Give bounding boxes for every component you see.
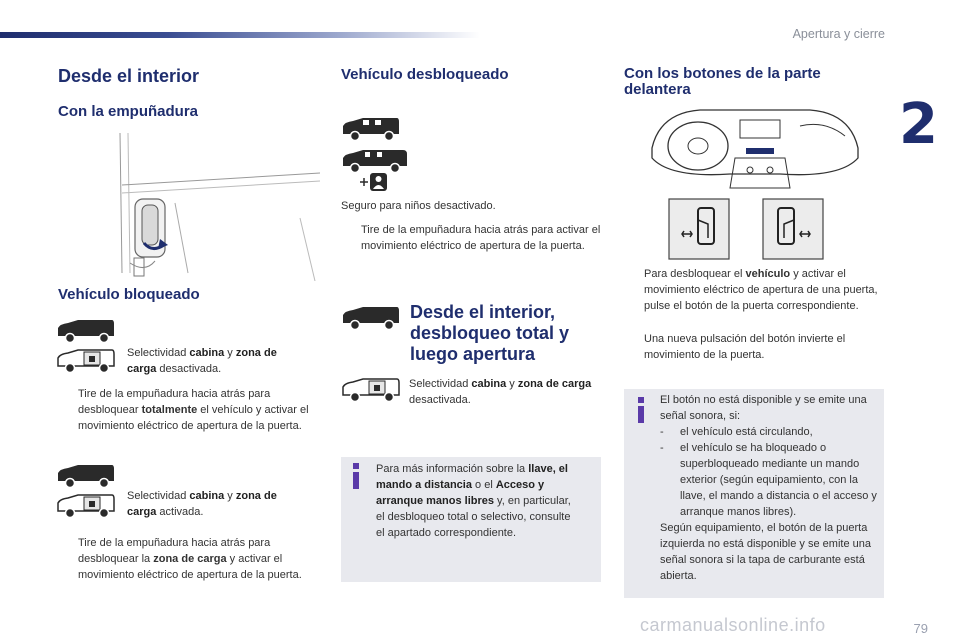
van-cargo-unlock-icon xyxy=(56,493,116,519)
list-item: - el vehículo se ha bloqueado o superbloqueado mediante un mando exterior (según equipamiento, con la llave, el mando a distancia o el acceso y arranque manos libres). xyxy=(660,442,877,518)
right-door-button xyxy=(762,198,824,265)
child-lock-icon xyxy=(358,172,390,197)
info-box-button xyxy=(624,389,884,598)
selectivity-text-deactivated: Selectividad cabina y zona de carga desactivada. xyxy=(127,347,277,375)
heading-front-buttons: Con los botones de la parte delantera xyxy=(624,65,821,98)
dashboard-illustration xyxy=(650,108,860,203)
info-icon xyxy=(349,463,363,489)
van-icon-total-unlock xyxy=(341,305,401,331)
van-icon-unlocked xyxy=(341,116,401,142)
section-title: Apertura y cierre xyxy=(792,27,885,41)
page-number: 79 xyxy=(913,621,928,636)
van-front-icon xyxy=(56,318,116,344)
child-lock-text: Seguro para niños desactivado. xyxy=(341,200,496,212)
list-item: Una nueva pulsación del botón invierte el movimiento de la puerta. xyxy=(644,333,846,361)
list-item: Tire de la empuñadura hacia atrás para desbloquear la zona de carga y activar el movimiento eléctrico de apertura de la puerta. xyxy=(78,537,302,581)
section-heading-interior: Desde el interior xyxy=(58,66,200,86)
chapter-number: 2 xyxy=(899,92,938,157)
subheading-handle: Con la empuñadura xyxy=(58,103,199,120)
watermark: carmanualsonline.info xyxy=(640,615,826,635)
list-item: Para desbloquear el vehículo y activar el movimiento eléctrico de apertura de una puerta, pulse el botón de la puerta correspondiente. xyxy=(644,268,878,312)
list-item: Tire de la empuñadura hacia atrás para desbloquear totalmente el vehículo y activar el movimiento eléctrico de apertura de la puerta. xyxy=(78,388,309,432)
list-item: - el vehículo está circulando, xyxy=(660,426,813,438)
van-cargo-lock-icon xyxy=(56,348,116,374)
info-text-remote: Para más información sobre la llave, el mando a distancia o el Acceso y arranque manos libres y, en particular, el desbloqueo total o selectivo, consulte el apartado correspondiente. xyxy=(376,463,571,539)
heading-total-unlock: Desde el interior, desbloqueo total y luego apertura xyxy=(410,302,570,364)
header-accent-bar xyxy=(0,32,480,38)
selectivity-text-col2: Selectividad cabina y zona de carga desactivada. xyxy=(409,378,592,406)
van-cargo-icon xyxy=(341,377,401,403)
van-icon-unlocked-2 xyxy=(341,148,409,174)
heading-vehicle-unlocked: Vehículo desbloqueado xyxy=(341,66,509,83)
subheading-vehicle-locked: Vehículo bloqueado xyxy=(58,286,200,303)
left-door-button xyxy=(668,198,730,265)
info-box-remote xyxy=(341,457,601,582)
info-icon xyxy=(634,397,648,423)
info-text-button: El botón no está disponible y se emite una señal sonora, si: - el vehículo está circulando, - el vehículo se ha bloqueado o superbloqueado mediante un mando exterior (según equipamiento, con la llave, el mando a distancia o el acceso y arranque manos libres). Según equipamiento, el botón de la puerta izquierda no está disponible y se emite una señal sonora si la tapa de carburante está abierta. xyxy=(660,394,877,582)
list-item: Tire de la empuñadura hacia atrás para activar el movimiento eléctrico de apertura de la puerta. xyxy=(361,224,601,252)
door-handle-illustration xyxy=(100,133,320,281)
selectivity-text-activated: Selectividad cabina y zona de carga activada. xyxy=(127,490,277,518)
van-front-icon-2 xyxy=(56,463,116,489)
